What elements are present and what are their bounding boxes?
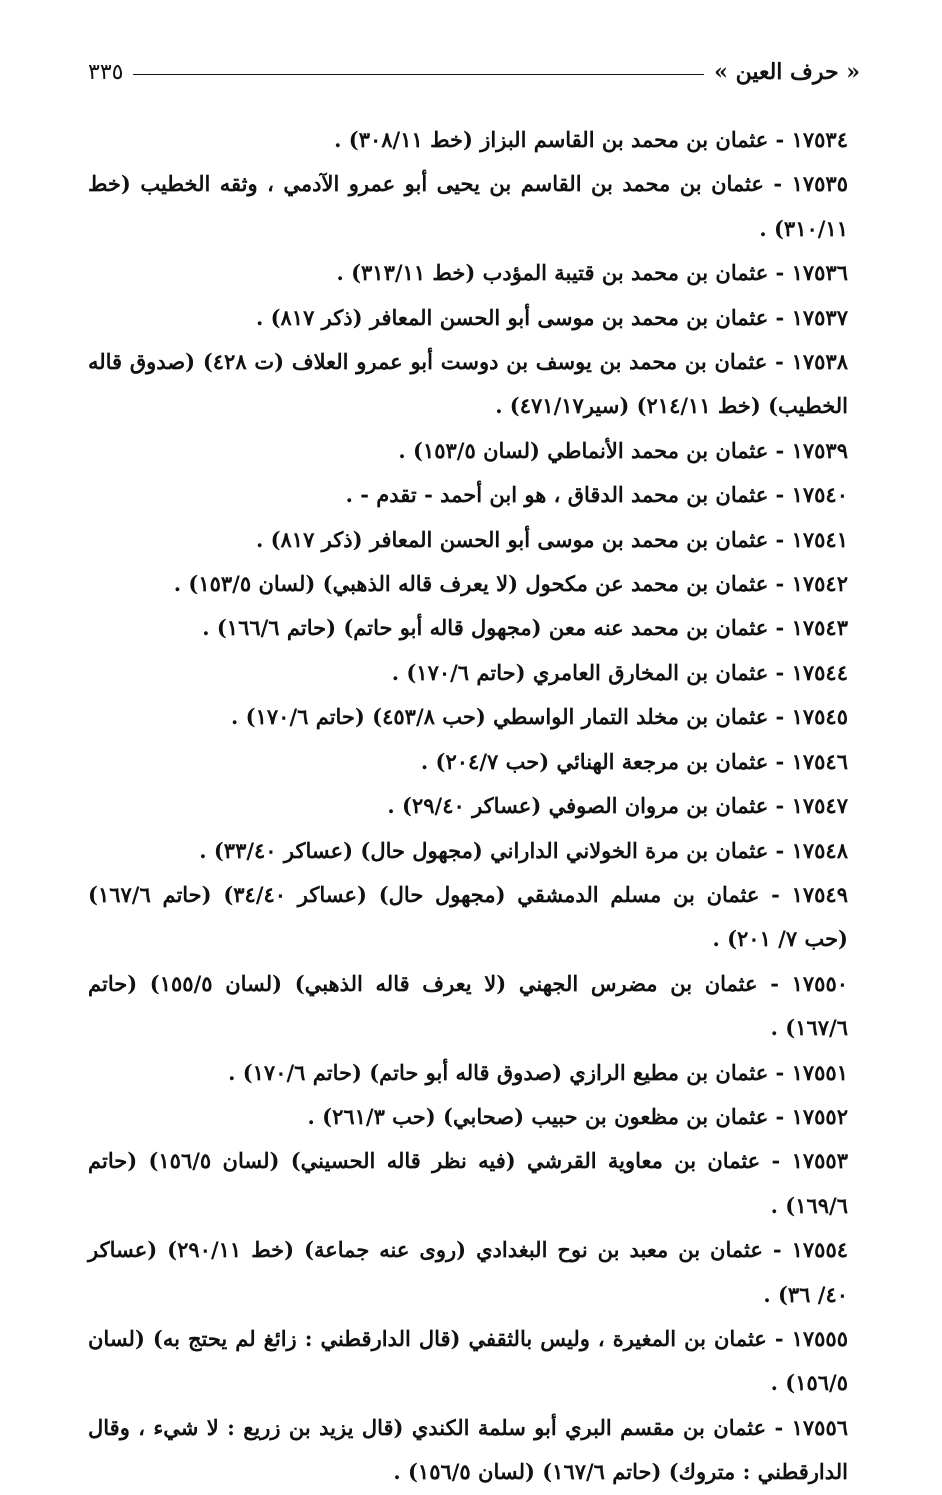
entry-number: ١٧٥٥١ bbox=[791, 1059, 848, 1085]
entry-text: عثمان بن محمد بن قتيبة المؤدب (خط ٣١٣/١١) . bbox=[336, 260, 769, 286]
entry: ١٧٥٣٩ - عثمان بن محمد الأنماطي (لسان ١٥٣/٥) . bbox=[398, 437, 848, 463]
entry: ١٧٥٤٢ - عثمان بن محمد عن مكحول (لا يعرف قاله الذهبي) (لسان ١٥٣/٥) . bbox=[173, 571, 848, 597]
entry: ١٧٥٥٥ - عثمان بن المغيرة ، وليس بالثقفي (قال الدارقطني : زائغ لم يحتج به) (لسان ١٥٦/٥) . bbox=[88, 1325, 848, 1396]
entry: ١٧٥٤٤ - عثمان بن المخارق العامري (حاتم ١٧٠/٦) . bbox=[391, 659, 848, 685]
entry: ١٧٥٥٠ - عثمان بن مضرس الجهني (لا يعرف قاله الذهبي) (لسان ١٥٥/٥) (حاتم ١٦٧/٦) . bbox=[88, 970, 849, 1041]
entry-number: ١٧٥٥٣ bbox=[791, 1148, 848, 1174]
entry-text: عثمان بن محمد عنه معن (مجهول قاله أبو حاتم) (حاتم ١٦٦/٦) . bbox=[202, 615, 769, 641]
entry: ١٧٥٣٥ - عثمان بن محمد بن القاسم بن يحيى أبو عمرو الآدمي ، وثقه الخطيب (خط ٣١٠/١١) . bbox=[88, 171, 848, 241]
entry: ١٧٥٤٧ - عثمان بن مروان الصوفي (عساكر ٢٩/٤٠) . bbox=[387, 793, 848, 819]
entry-text: عثمان بن المغيرة ، وليس بالثقفي (قال الدارقطني : زائغ لم يحتج به) (لسان ١٥٦/٥) . bbox=[88, 1325, 848, 1396]
entry: ١٧٥٣٧ - عثمان بن محمد بن موسى أبو الحسن المعافر (ذكر ٨١٧) . bbox=[255, 304, 848, 330]
entry: ١٧٥٤٣ - عثمان بن محمد عنه معن (مجهول قاله أبو حاتم) (حاتم ١٦٦/٦) . bbox=[202, 615, 848, 641]
entry-number: ١٧٥٣٦ bbox=[791, 260, 848, 286]
entry: ١٧٥٤١ - عثمان بن محمد بن موسى أبو الحسن المعافر (ذكر ٨١٧) . bbox=[255, 526, 848, 552]
entry-number: ١٧٥٣٤ bbox=[791, 127, 848, 152]
entry-text: عثمان بن محمد بن موسى أبو الحسن المعافر (ذكر ٨١٧) . bbox=[255, 526, 769, 552]
entry: ١٧٥٥٤ - عثمان بن معبد بن نوح البغدادي (روى عنه جماعة) (خط ٢٩٠/١١) (عساكر ٤٠/ ٣٦) . bbox=[88, 1237, 849, 1307]
entry-text: عثمان بن مرجعة الهنائي (حب ٢٠٤/٧) . bbox=[420, 748, 769, 774]
entry: ١٧٥٤٥ - عثمان بن مخلد التمار الواسطي (حب ٤٥٣/٨) (حاتم ١٧٠/٦) . bbox=[231, 704, 848, 730]
header-rule bbox=[133, 74, 704, 75]
entry-number: ١٧٥٥٠ bbox=[791, 970, 849, 996]
entry: ١٧٥٥٦ - عثمان بن مقسم البري أبو سلمة الكندي (قال يزيد بن زريع : لا شيء ، وقال الدارقطني : متروك) (حاتم ١٦٧/٦) (لسان ١٥٦/٥) . bbox=[88, 1414, 849, 1485]
entry-text: عثمان بن محمد بن موسى أبو الحسن المعافر (ذكر ٨١٧) . bbox=[255, 304, 769, 330]
entry: ١٧٥٥٢ - عثمان بن مظعون بن حبيب (صحابي) (حب ٢٦١/٣) . bbox=[307, 1103, 848, 1129]
entry-text: عثمان بن مظعون بن حبيب (صحابي) (حب ٢٦١/٣) . bbox=[307, 1103, 769, 1129]
entry-text: عثمان بن محمد الدقاق ، هو ابن أحمد - تقدم - . bbox=[345, 482, 769, 508]
entry-number: ١٧٥٣٨ bbox=[791, 349, 848, 375]
entry-text: عثمان بن محمد عن مكحول (لا يعرف قاله الذهبي) (لسان ١٥٣/٥) . bbox=[173, 571, 769, 597]
entry: ١٧٥٤٩ - عثمان بن مسلم الدمشقي (مجهول حال) (عساكر ٣٤/٤٠) (حاتم ١٦٧/٦) (حب ٧/ ٢٠١) . bbox=[88, 881, 848, 952]
entry-number: ١٧٥٣٩ bbox=[791, 437, 848, 463]
entry: ١٧٥٤٠ - عثمان بن محمد الدقاق ، هو ابن أحمد - تقدم - . bbox=[345, 482, 848, 508]
entry-text: عثمان بن محمد بن يوسف بن دوست أبو عمرو العلاف (ت ٤٢٨) (صدوق قاله الخطيب) (خط ٢١٤/١١) (سير٤٧١/١٧) . bbox=[88, 349, 848, 419]
entry: ١٧٥٥١ - عثمان بن مطيع الرازي (صدوق قاله أبو حاتم) (حاتم ١٧٠/٦) . bbox=[228, 1059, 848, 1085]
entry-number: ١٧٥٤١ bbox=[791, 526, 848, 552]
entry-text: عثمان بن محمد الأنماطي (لسان ١٥٣/٥) . bbox=[398, 437, 769, 463]
entry-number: ١٧٥٤٩ bbox=[791, 881, 848, 907]
entry-number: ١٧٥٣٥ bbox=[791, 171, 848, 197]
entry-text: عثمان بن مسلم الدمشقي (مجهول حال) (عساكر ٣٤/٤٠) (حاتم ١٦٧/٦) (حب ٧/ ٢٠١) . bbox=[88, 881, 848, 952]
entry-number: ١٧٥٤٠ bbox=[791, 482, 848, 508]
entry-text: عثمان بن مخلد التمار الواسطي (حب ٤٥٣/٨) (حاتم ١٧٠/٦) . bbox=[231, 704, 769, 730]
entries-list bbox=[88, 118, 848, 1495]
entry-number: ١٧٥٥٦ bbox=[791, 1414, 849, 1440]
entry: ١٧٥٣٨ - عثمان بن محمد بن يوسف بن دوست أبو عمرو العلاف (ت ٤٢٨) (صدوق قاله الخطيب) (خط ٢١٤/١١) (سير٤٧١/١٧) . bbox=[88, 349, 848, 419]
entry-text: عثمان بن مطيع الرازي (صدوق قاله أبو حاتم) (حاتم ١٧٠/٦) . bbox=[228, 1059, 769, 1085]
entry-number: ١٧٥٤٦ bbox=[791, 748, 848, 774]
page-header bbox=[88, 52, 860, 92]
entry-text: عثمان بن محمد بن القاسم البزاز (خط ٣٠٨/١١) . bbox=[334, 127, 769, 152]
entry-number: ١٧٥٤٤ bbox=[791, 659, 848, 685]
entry-number: ١٧٥٥٥ bbox=[791, 1325, 848, 1351]
entry-text: عثمان بن محمد بن القاسم بن يحيى أبو عمرو الآدمي ، وثقه الخطيب (خط ٣١٠/١١) . bbox=[88, 171, 848, 241]
entry: ١٧٥٤٦ - عثمان بن مرجعة الهنائي (حب ٢٠٤/٧) . bbox=[420, 748, 848, 774]
entry-text: عثمان بن مضرس الجهني (لا يعرف قاله الذهبي) (لسان ١٥٥/٥) (حاتم ١٦٧/٦) . bbox=[88, 970, 848, 1041]
entry-number: ١٧٥٤٨ bbox=[791, 837, 848, 863]
entry-text: عثمان بن معبد بن نوح البغدادي (روى عنه جماعة) (خط ٢٩٠/١١) (عساكر ٤٠/ ٣٦) . bbox=[88, 1237, 848, 1307]
entry-number: ١٧٥٤٢ bbox=[791, 571, 848, 597]
entry-number: ١٧٥٤٣ bbox=[791, 615, 848, 641]
entry: ١٧٥٣٤ - عثمان بن محمد بن القاسم البزاز (خط ٣٠٨/١١) . bbox=[334, 127, 848, 152]
entry-text: عثمان بن مرة الخولاني الداراني (مجهول حال) (عساكر ٣٣/٤٠) . bbox=[199, 837, 769, 863]
page-number: ٣٣٥ bbox=[88, 59, 124, 85]
running-title: « حرف العين » bbox=[714, 59, 860, 85]
entry-number: ١٧٥٤٥ bbox=[791, 704, 848, 730]
entry-text: عثمان بن معاوية القرشي (فيه نظر قاله الحسيني) (لسان ١٥٦/٥) (حاتم ١٦٩/٦) . bbox=[88, 1148, 848, 1218]
entry: ١٧٥٤٨ - عثمان بن مرة الخولاني الداراني (مجهول حال) (عساكر ٣٣/٤٠) . bbox=[199, 837, 848, 863]
entry-text: عثمان بن المخارق العامري (حاتم ١٧٠/٦) . bbox=[391, 659, 769, 685]
entry-text: عثمان بن مروان الصوفي (عساكر ٢٩/٤٠) . bbox=[387, 793, 769, 819]
entry: ١٧٥٣٦ - عثمان بن محمد بن قتيبة المؤدب (خط ٣١٣/١١) . bbox=[336, 260, 848, 286]
entry-number: ١٧٥٣٧ bbox=[791, 304, 848, 330]
entry-number: ١٧٥٤٧ bbox=[791, 793, 848, 819]
entry-text: عثمان بن مقسم البري أبو سلمة الكندي (قال يزيد بن زريع : لا شيء ، وقال الدارقطني : متروك) (حاتم ١٦٧/٦) (لسان ١٥٦/٥) . bbox=[88, 1414, 848, 1485]
entry: ١٧٥٥٣ - عثمان بن معاوية القرشي (فيه نظر قاله الحسيني) (لسان ١٥٦/٥) (حاتم ١٦٩/٦) . bbox=[88, 1148, 848, 1218]
entry-number: ١٧٥٥٤ bbox=[791, 1237, 849, 1263]
entry-number: ١٧٥٥٢ bbox=[791, 1103, 848, 1129]
